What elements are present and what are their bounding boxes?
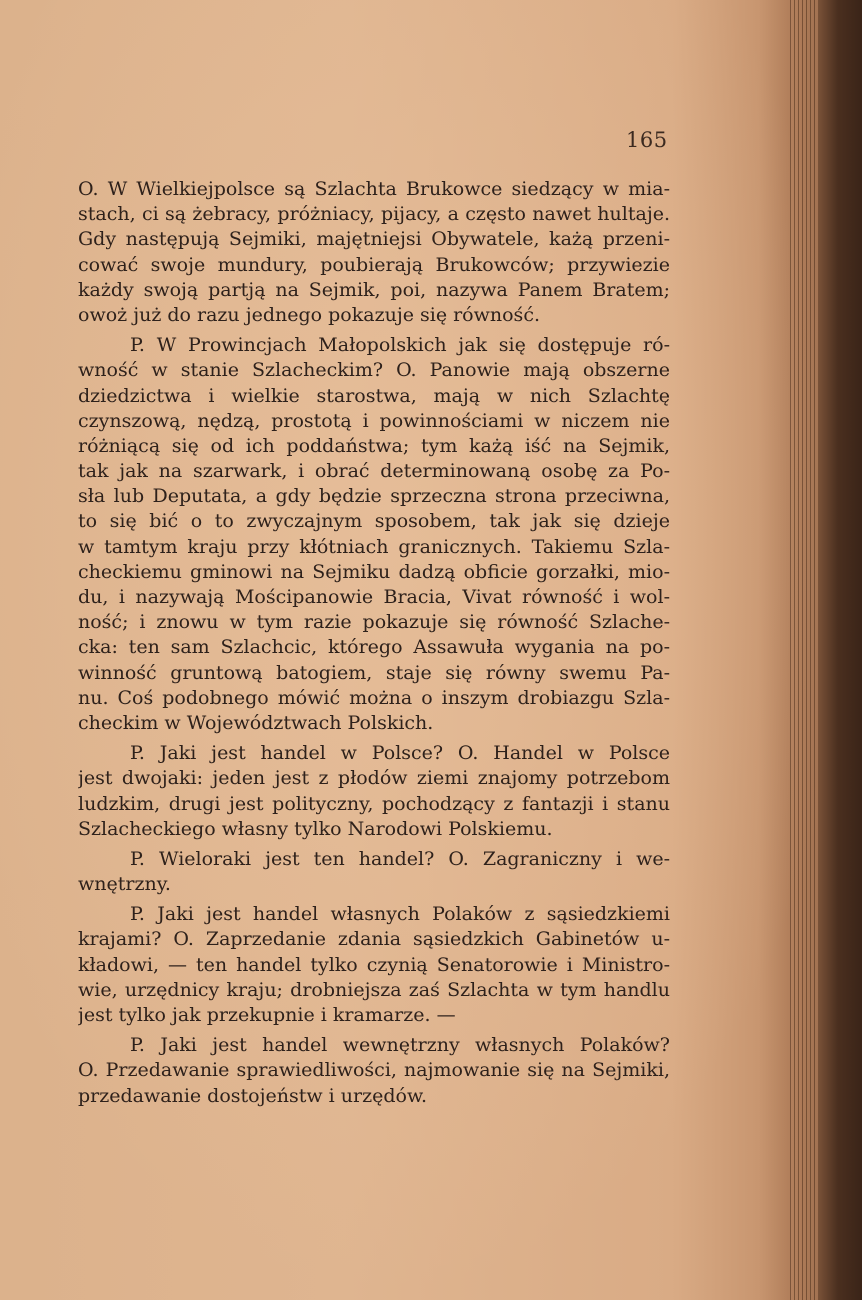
book-binding-edge xyxy=(818,0,862,1300)
text-line: wność w stanie Szlacheckim? O. Panowie mają obszerne xyxy=(78,359,670,382)
text-line: wie, urzędnicy kraju; drobniejsza zaś Szlachta w tym handlu xyxy=(78,978,670,1001)
text-line: cować swoje mundury, poubierają Brukowców; przywiezie xyxy=(78,253,670,276)
text-line: Gdy następują Sejmiki, majętniejsi Obywatele, każą przeni- xyxy=(78,228,670,251)
text-line: kładowi, — ten handel tylko czynią Senatorowie i Ministro- xyxy=(78,953,670,976)
text-line: tak jak na szarwark, i obrać determinowaną osobę za Po- xyxy=(78,460,670,483)
text-line: checkiemu gminowi na Sejmiku dadzą obficie gorzałki, mio- xyxy=(78,560,670,583)
text-line: sła lub Deputata, a gdy będzie sprzeczna strona przeciwna, xyxy=(78,485,670,508)
text-line: ludzkim, drugi jest polityczny, pochodzący z fantazji i stanu xyxy=(78,792,670,815)
text-line: czynszową, nędzą, prostotą i powinnościami w niczem nie xyxy=(78,409,670,432)
text-line: różniącą się od ich poddaństwa; tym każą iść na Sejmik, xyxy=(78,434,670,457)
text-line: w tamtym kraju przy kłótniach granicznych. Takiemu Szla- xyxy=(78,535,670,558)
text-line: każdy swoją partją na Sejmik, poi, nazywa Panem Bratem; xyxy=(78,278,670,301)
text-line: O. Przedawanie sprawiedliwości, najmowanie się na Sejmiki, xyxy=(78,1059,670,1082)
text-line: P. Jaki jest handel w Polsce? O. Handel w Polsce xyxy=(130,742,670,765)
text-line: P. W Prowincjach Małopolskich jak się dostępuje ró- xyxy=(130,334,670,357)
text-line: P. Jaki jest handel własnych Polaków z sąsiedzkiemi xyxy=(130,903,670,926)
text-line: winność gruntową batogiem, staje się równy swemu Pa- xyxy=(78,661,670,684)
text-line: owoż już do razu jednego pokazuje się równość. xyxy=(78,303,540,326)
text-line: P. Wieloraki jest ten handel? O. Zagraniczny i we- xyxy=(130,847,670,870)
text-line: przedawanie dostojeństw i urzędów. xyxy=(78,1084,428,1107)
text-line: krajami? O. Zaprzedanie zdania sąsiedzkich Gabinetów u- xyxy=(78,928,670,951)
text-line: jest tylko jak przekupnie i kramarze. — xyxy=(78,1004,456,1026)
text-line: dziedzictwa i wielkie starostwa, mają w nich Szlachtę xyxy=(78,384,670,407)
text-line: du, i nazywają Mościpanowie Bracia, Vivat równość i wol- xyxy=(78,586,670,608)
text-line: O. W Wielkiejpolsce są Szlachta Brukowce siedzący w mia- xyxy=(78,178,670,200)
text-line: Szlacheckiego własny tylko Narodowi Polskiemu. xyxy=(78,817,553,840)
page-number: 165 xyxy=(626,128,668,152)
text-line: jest dwojaki: jeden jest z płodów ziemi znajomy potrzebom xyxy=(78,767,670,790)
text-line: to się bić o to zwyczajnym sposobem, tak jak się dzieje xyxy=(78,510,670,533)
text-line: nu. Coś podobnego mówić można o inszym drobiazgu Szla- xyxy=(78,686,670,709)
body-text xyxy=(78,177,670,1109)
text-line: checkim w Województwach Polskich. xyxy=(78,711,434,734)
text-line: P. Jaki jest handel wewnętrzny własnych Polaków? xyxy=(130,1034,670,1057)
text-line: ność; i znowu w tym razie pokazuje się równość Szlache- xyxy=(78,611,670,634)
text-line: cka: ten sam Szlachcic, którego Assawuła wygania na po- xyxy=(78,636,670,659)
text-line: stach, ci są żebracy, próżniacy, pijacy, a często nawet hultaje. xyxy=(78,203,670,226)
text-line: wnętrzny. xyxy=(78,873,171,896)
